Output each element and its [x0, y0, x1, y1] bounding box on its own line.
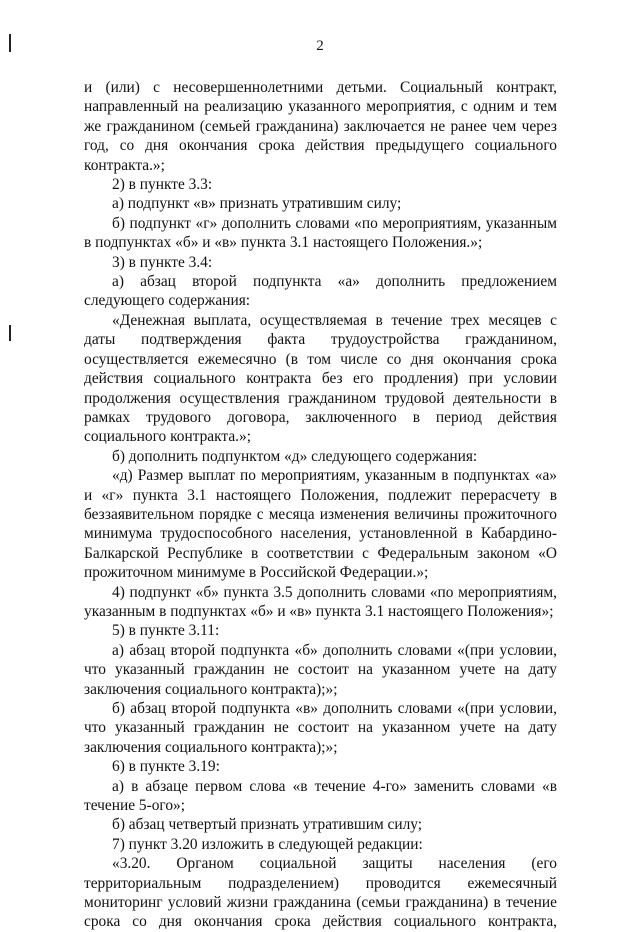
paragraph: а) подпункт «в» признать утратившим силу; — [112, 195, 402, 213]
paragraph: 4) подпункт «б» пункта 3.5 дополнить словами «по мероприятиям, указанным в подпунктах «б» и «в» пункта 3.1 настоящего Положения»; — [84, 583, 557, 620]
paragraph: и (или) с несовершеннолетними детьми. Социальный контракт, направленный на реализацию указанного мероприятия, с одним и тем же гражданином (семьей гражданина) заключается не ранее чем через год, со дня окончания срока действия предыдущего социального контракта.»; — [84, 79, 557, 174]
paragraph: 7) пункт 3.20 изложить в следующей редакции: — [112, 835, 423, 853]
paragraph: 2) в пункте 3.3: — [112, 176, 213, 194]
binding-mark-middle — [9, 325, 11, 341]
paragraph: а) абзац второй подпункта «а» дополнить предложением следующего содержания: — [84, 273, 557, 310]
paragraph: «3.20. Органом социальной защиты населения (его территориальным подразделением) проводится ежемесячный мониторинг условий жизни гражданина (семьи гражданина) в течение срока со дня окончания срока действия социального контракта, — [84, 855, 557, 931]
paragraph: б) абзац второй подпункта «в» дополнить словами «(при условии, что указанный гражданин не состоит на указанном учете на дату заключения социального контракта);»; — [84, 700, 557, 756]
page-number: 2 — [316, 38, 324, 54]
paragraph: б) подпункт «г» дополнить словами «по мероприятиям, указанным в подпунктах «б» и «в» пункта 3.1 настоящего Положения.»; — [84, 214, 557, 252]
paragraph: 3) в пункте 3.4: — [112, 253, 213, 271]
paragraph: 5) в пункте 3.11: — [112, 622, 220, 640]
paragraph: «Денежная выплата, осуществляемая в течение трех месяцев с даты подтверждения факта трудоустройства гражданином, осуществляется ежемесячно (в том числе со дня окончания срока действия социального контракта без его продления) при условии продолжения осуществления гражданином трудовой деятельности в рамках трудового договора, заключенного в период действия социального контракта.»; — [84, 311, 557, 446]
paragraph: а) абзац второй подпункта «б» дополнить словами «(при условии, что указанный гражданин не состоит на указанном учете на дату заключения социального контракта);»; — [84, 641, 557, 698]
paragraph: 6) в пункте 3.19: — [112, 758, 220, 776]
paragraph: а) в абзаце первом слова «в течение 4-го» заменить словами «в течение 5-ого»; — [84, 777, 557, 815]
paragraph: «д) Размер выплат по мероприятиям, указанным в подпунктах «а» и «г» пункта 3.1 настоящего Положения, подлежит перерасчету в беззаявительном порядке с месяца изменения величины прожиточного минимума трудоспособного населения, установленной в Кабардино-Балкарской Республике в соответствии с Федеральным законом «О прожиточном минимуме в Российской Федерации.»; — [84, 467, 557, 582]
document-body — [84, 78, 557, 932]
paragraph: б) дополнить подпунктом «д» следующего содержания: — [112, 447, 478, 465]
binding-mark-top — [9, 34, 11, 52]
paragraph: б) абзац четвертый признать утратившим силу; — [112, 816, 423, 834]
